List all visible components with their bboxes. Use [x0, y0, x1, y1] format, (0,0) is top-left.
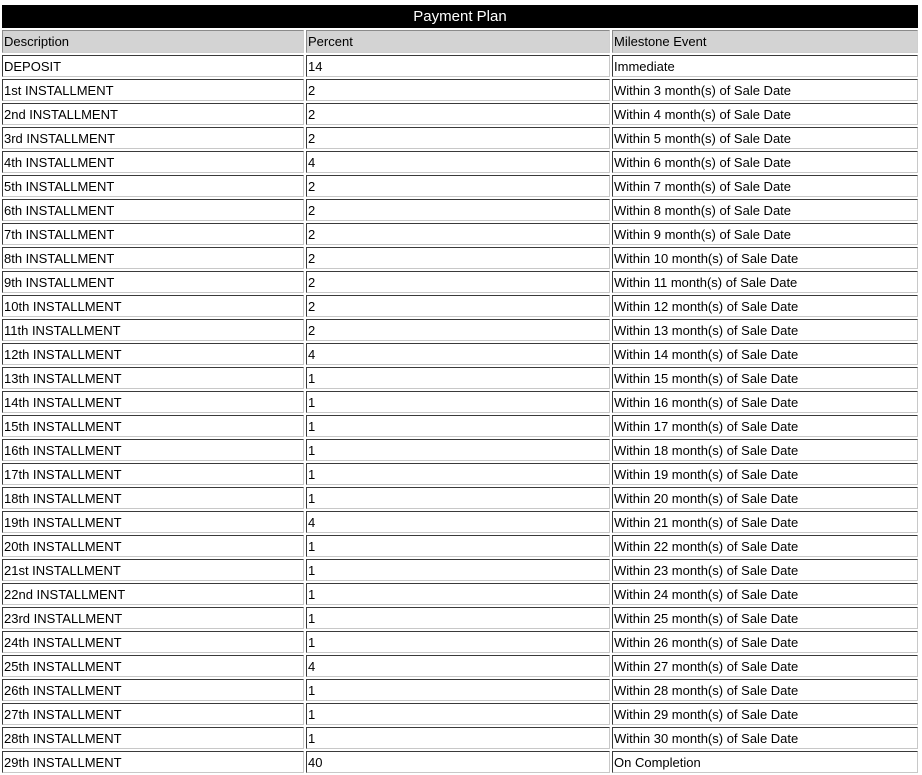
cell-milestone: Within 7 month(s) of Sale Date — [612, 175, 918, 197]
cell-description: 11th INSTALLMENT — [2, 319, 304, 341]
cell-description: 22nd INSTALLMENT — [2, 583, 304, 605]
cell-description: 18th INSTALLMENT — [2, 487, 304, 509]
table-row — [2, 175, 918, 197]
cell-description: 1st INSTALLMENT — [2, 79, 304, 101]
cell-percent: 2 — [306, 127, 610, 149]
table-row — [2, 751, 918, 773]
cell-percent: 1 — [306, 583, 610, 605]
cell-percent: 1 — [306, 559, 610, 581]
cell-description: 2nd INSTALLMENT — [2, 103, 304, 125]
cell-percent: 40 — [306, 751, 610, 773]
cell-milestone: Within 14 month(s) of Sale Date — [612, 343, 918, 365]
cell-description: 5th INSTALLMENT — [2, 175, 304, 197]
table-row — [2, 343, 918, 365]
cell-percent: 4 — [306, 511, 610, 533]
cell-percent: 4 — [306, 655, 610, 677]
column-header-milestone: Milestone Event — [612, 30, 918, 53]
cell-description: 9th INSTALLMENT — [2, 271, 304, 293]
table-row — [2, 79, 918, 101]
table-row — [2, 319, 918, 341]
cell-milestone: Within 16 month(s) of Sale Date — [612, 391, 918, 413]
table-row — [2, 415, 918, 437]
cell-percent: 1 — [306, 631, 610, 653]
cell-milestone: Within 12 month(s) of Sale Date — [612, 295, 918, 317]
cell-milestone: Within 30 month(s) of Sale Date — [612, 727, 918, 749]
cell-percent: 1 — [306, 463, 610, 485]
table-row — [2, 535, 918, 557]
cell-description: 12th INSTALLMENT — [2, 343, 304, 365]
cell-description: 17th INSTALLMENT — [2, 463, 304, 485]
table-row — [2, 679, 918, 701]
cell-description: DEPOSIT — [2, 55, 304, 77]
cell-milestone: Within 11 month(s) of Sale Date — [612, 271, 918, 293]
cell-milestone: Within 9 month(s) of Sale Date — [612, 223, 918, 245]
table-row — [2, 103, 918, 125]
table-row — [2, 439, 918, 461]
cell-milestone: Within 10 month(s) of Sale Date — [612, 247, 918, 269]
table-row — [2, 271, 918, 293]
table-row — [2, 199, 918, 221]
cell-milestone: On Completion — [612, 751, 918, 773]
cell-percent: 1 — [306, 727, 610, 749]
cell-description: 24th INSTALLMENT — [2, 631, 304, 653]
table-row — [2, 463, 918, 485]
cell-milestone: Within 4 month(s) of Sale Date — [612, 103, 918, 125]
cell-milestone: Within 5 month(s) of Sale Date — [612, 127, 918, 149]
cell-milestone: Within 6 month(s) of Sale Date — [612, 151, 918, 173]
cell-milestone: Within 19 month(s) of Sale Date — [612, 463, 918, 485]
cell-percent: 2 — [306, 247, 610, 269]
table-row — [2, 55, 918, 77]
cell-description: 26th INSTALLMENT — [2, 679, 304, 701]
cell-description: 8th INSTALLMENT — [2, 247, 304, 269]
cell-percent: 1 — [306, 391, 610, 413]
cell-percent: 1 — [306, 679, 610, 701]
column-header-description: Description — [2, 30, 304, 53]
cell-description: 10th INSTALLMENT — [2, 295, 304, 317]
cell-milestone: Within 28 month(s) of Sale Date — [612, 679, 918, 701]
table-row — [2, 727, 918, 749]
cell-milestone: Within 17 month(s) of Sale Date — [612, 415, 918, 437]
cell-description: 19th INSTALLMENT — [2, 511, 304, 533]
cell-milestone: Within 25 month(s) of Sale Date — [612, 607, 918, 629]
table-row — [2, 295, 918, 317]
cell-description: 7th INSTALLMENT — [2, 223, 304, 245]
cell-description: 13th INSTALLMENT — [2, 367, 304, 389]
table-row — [2, 631, 918, 653]
title-row — [2, 5, 918, 28]
column-header-percent: Percent — [306, 30, 610, 53]
cell-milestone: Within 29 month(s) of Sale Date — [612, 703, 918, 725]
cell-percent: 1 — [306, 367, 610, 389]
cell-description: 6th INSTALLMENT — [2, 199, 304, 221]
cell-description: 14th INSTALLMENT — [2, 391, 304, 413]
cell-percent: 1 — [306, 703, 610, 725]
cell-milestone: Within 23 month(s) of Sale Date — [612, 559, 918, 581]
table-row — [2, 607, 918, 629]
cell-percent: 1 — [306, 607, 610, 629]
cell-milestone: Within 22 month(s) of Sale Date — [612, 535, 918, 557]
cell-milestone: Within 24 month(s) of Sale Date — [612, 583, 918, 605]
payment-plan-table — [0, 3, 920, 775]
cell-milestone: Within 27 month(s) of Sale Date — [612, 655, 918, 677]
table-row — [2, 127, 918, 149]
cell-percent: 2 — [306, 295, 610, 317]
cell-description: 21st INSTALLMENT — [2, 559, 304, 581]
table-row — [2, 367, 918, 389]
cell-milestone: Within 15 month(s) of Sale Date — [612, 367, 918, 389]
cell-description: 4th INSTALLMENT — [2, 151, 304, 173]
table-row — [2, 511, 918, 533]
cell-percent: 2 — [306, 199, 610, 221]
cell-milestone: Within 3 month(s) of Sale Date — [612, 79, 918, 101]
cell-milestone: Immediate — [612, 55, 918, 77]
cell-description: 3rd INSTALLMENT — [2, 127, 304, 149]
table-row — [2, 703, 918, 725]
table-row — [2, 583, 918, 605]
cell-milestone: Within 13 month(s) of Sale Date — [612, 319, 918, 341]
cell-milestone: Within 21 month(s) of Sale Date — [612, 511, 918, 533]
cell-description: 28th INSTALLMENT — [2, 727, 304, 749]
cell-description: 29th INSTALLMENT — [2, 751, 304, 773]
cell-percent: 2 — [306, 175, 610, 197]
cell-milestone: Within 20 month(s) of Sale Date — [612, 487, 918, 509]
table-body — [2, 55, 918, 773]
cell-percent: 2 — [306, 103, 610, 125]
table-row — [2, 655, 918, 677]
cell-percent: 1 — [306, 535, 610, 557]
table-row — [2, 487, 918, 509]
cell-description: 27th INSTALLMENT — [2, 703, 304, 725]
cell-percent: 2 — [306, 223, 610, 245]
cell-milestone: Within 8 month(s) of Sale Date — [612, 199, 918, 221]
cell-description: 16th INSTALLMENT — [2, 439, 304, 461]
table-row — [2, 223, 918, 245]
table-row — [2, 559, 918, 581]
cell-percent: 2 — [306, 271, 610, 293]
cell-percent: 1 — [306, 415, 610, 437]
cell-description: 20th INSTALLMENT — [2, 535, 304, 557]
table-title: Payment Plan — [2, 5, 918, 28]
cell-percent: 1 — [306, 487, 610, 509]
cell-description: 15th INSTALLMENT — [2, 415, 304, 437]
table-row — [2, 151, 918, 173]
cell-description: 23rd INSTALLMENT — [2, 607, 304, 629]
cell-percent: 2 — [306, 79, 610, 101]
cell-milestone: Within 26 month(s) of Sale Date — [612, 631, 918, 653]
table-row — [2, 247, 918, 269]
cell-percent: 4 — [306, 343, 610, 365]
table-row — [2, 391, 918, 413]
cell-percent: 1 — [306, 439, 610, 461]
cell-percent: 4 — [306, 151, 610, 173]
cell-percent: 2 — [306, 319, 610, 341]
cell-description: 25th INSTALLMENT — [2, 655, 304, 677]
cell-milestone: Within 18 month(s) of Sale Date — [612, 439, 918, 461]
column-header-row — [2, 30, 918, 53]
cell-percent: 14 — [306, 55, 610, 77]
